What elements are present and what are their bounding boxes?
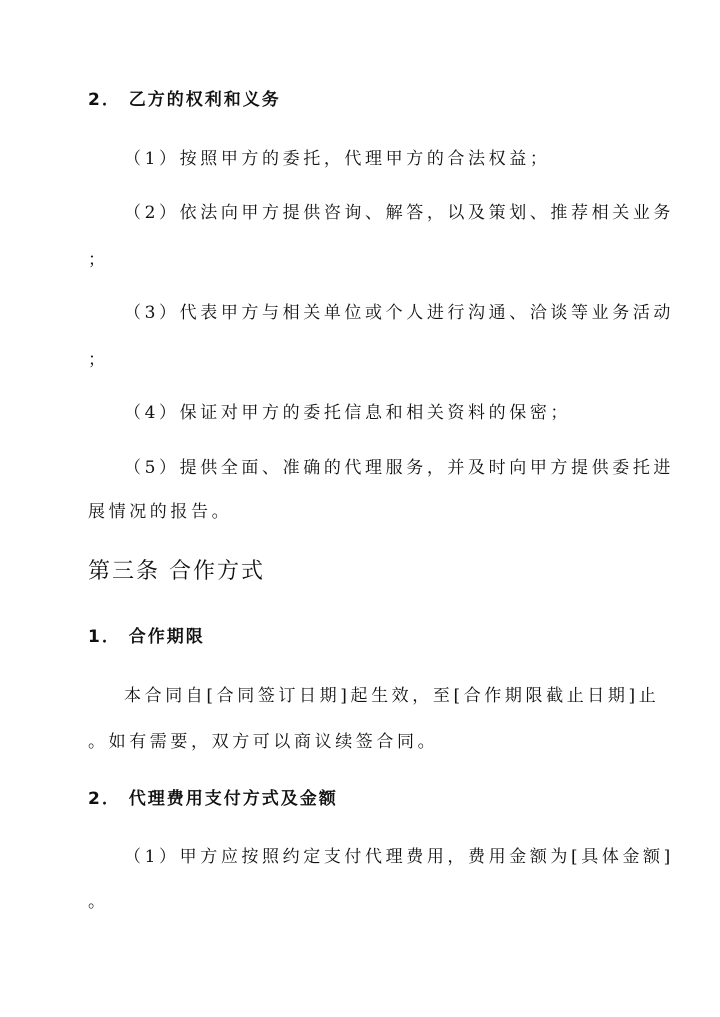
section-heading-fees: 2． 代理费用支付方式及金额 <box>88 789 338 809</box>
paragraph-line: （1）甲方应按照约定支付代理费用，费用金额为[具体金额] <box>124 847 674 867</box>
paragraph-line: ； <box>88 250 109 270</box>
paragraph-line: （5）提供全面、准确的代理服务，并及时向甲方提供委托进 <box>124 458 675 478</box>
paragraph-line: （2）依法向甲方提供咨询、解答，以及策划、推荐相关业务 <box>124 203 675 223</box>
paragraph-line: ； <box>88 350 109 370</box>
article-title: 第三条 合作方式 <box>88 559 265 584</box>
paragraph-line: （3）代表甲方与相关单位或个人进行沟通、洽谈等业务活动 <box>124 303 675 323</box>
paragraph-line: 展情况的报告。 <box>88 502 233 522</box>
paragraph-line: 。如有需要，双方可以商议续签合同。 <box>88 732 439 752</box>
paragraph-line: 本合同自[合同签订日期]起生效，至[合作期限截止日期]止 <box>124 686 660 706</box>
section-heading-term: 1． 合作期限 <box>88 627 205 647</box>
paragraph-line: （4）保证对甲方的委托信息和相关资料的保密； <box>124 403 572 423</box>
paragraph-line: （1）按照甲方的委托，代理甲方的合法权益； <box>124 149 551 169</box>
paragraph-line: 。 <box>88 892 109 912</box>
section-heading-party-b-rights: 2． 乙方的权利和义务 <box>88 90 281 110</box>
